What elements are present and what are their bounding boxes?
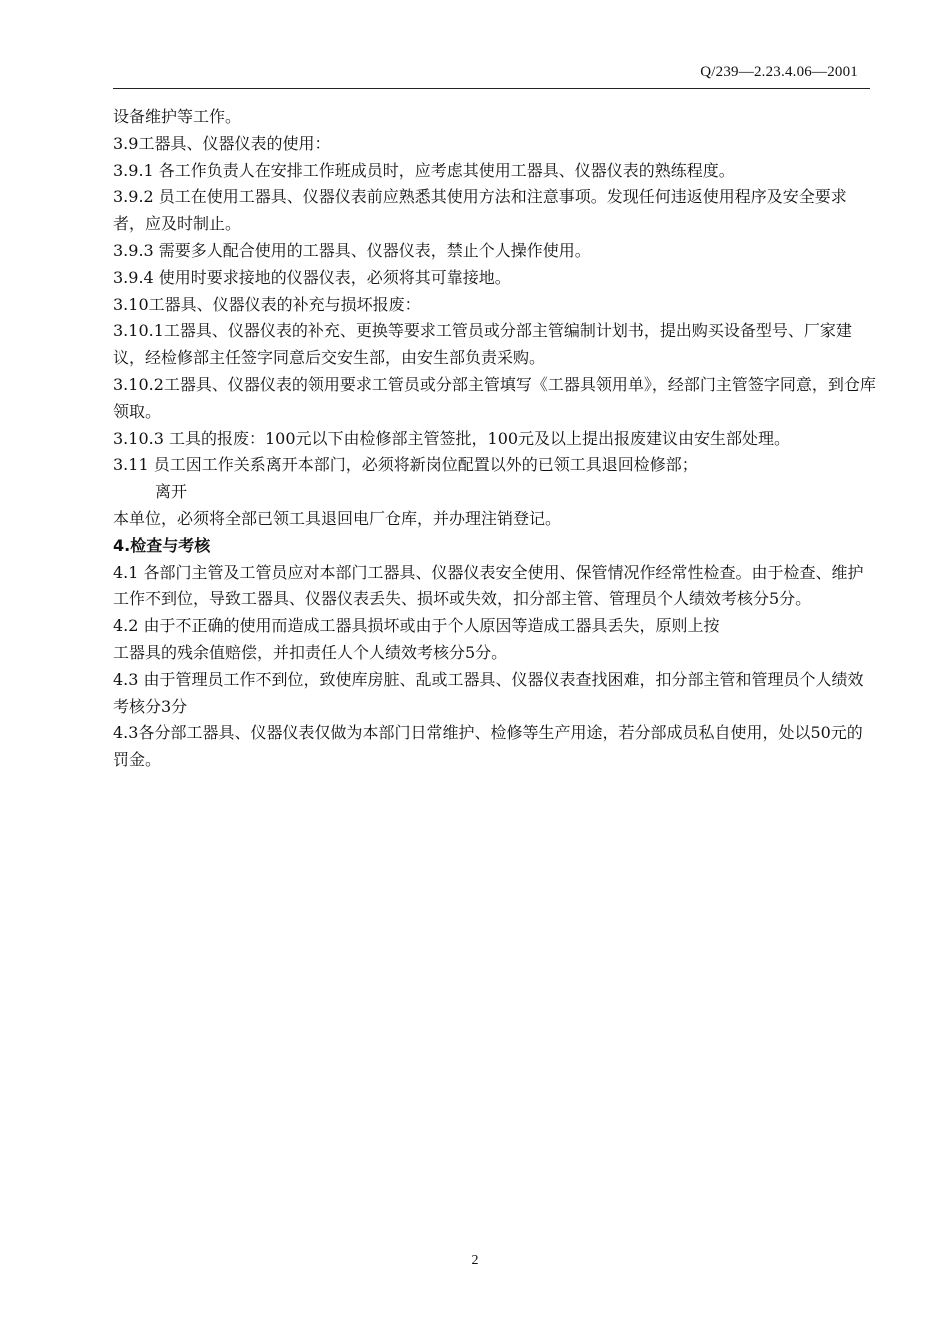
section-heading: 4.检查与考核	[113, 535, 211, 555]
paragraph: 工器具的残余值赔偿，并扣责任人个人绩效考核分5分。	[113, 642, 508, 662]
paragraph: 4.3 由于管理员工作不到位，致使库房脏、乱或工器具、仪器仪表查找困难，扣分部主管和管理员个人绩效考核分3分	[113, 669, 864, 716]
paragraph: 3.11 员工因工作关系离开本部门，必须将新岗位配置以外的已领工具退回检修部；	[113, 455, 698, 475]
paragraph: 4.3各分部工器具、仪器仪表仅做为本部门日常维护、检修等生产用途，若分部成员私自使用，处以50元的罚金。	[113, 723, 863, 770]
paragraph: 3.9.4 使用时要求接地的仪器仪表，必须将其可靠接地。	[113, 267, 511, 287]
section-heading: 3.10工器具、仪器仪表的补充与损坏报废：	[113, 294, 421, 314]
paragraph: 3.10.2工器具、仪器仪表的领用要求工管员或分部主管填写《工器具领用单》，经部门主管签字同意，到仓库领取。	[113, 374, 876, 421]
section-heading: 3.9工器具、仪器仪表的使用：	[113, 133, 331, 153]
document-code: Q/239—2.23.4.06—2001	[700, 64, 858, 80]
paragraph: 3.10.1工器具、仪器仪表的补充、更换等要求工管员或分部主管编制计划书，提出购买设备型号、厂家建议，经检修部主任签字同意后交安生部，由安生部负责采购。	[113, 321, 852, 368]
document-body	[113, 104, 878, 774]
paragraph: 4.1 各部门主管及工管员应对本部门工器具、仪器仪表安全使用、保管情况作经常性检查。由于检查、维护工作不到位，导致工器具、仪器仪表丢失、损坏或失效，扣分部主管、管理员个人绩效考核分5分。	[113, 562, 864, 609]
paragraph: 设备维护等工作。	[113, 107, 242, 126]
paragraph: 4.2 由于不正确的使用而造成工器具损坏或由于个人原因等造成工器具丢失，原则上按	[113, 616, 720, 636]
paragraph: 本单位，必须将全部已领工具退回电厂仓库，并办理注销登记。	[113, 508, 562, 528]
page-number: 2	[471, 1253, 479, 1268]
paragraph: 3.10.3 工具的报废：100元以下由检修部主管签批，100元及以上提出报废建议由安生部处理。	[113, 428, 791, 448]
paragraph: 3.9.3 需要多人配合使用的工器具、仪器仪表，禁止个人操作使用。	[113, 240, 591, 260]
paragraph: 3.9.2 员工在使用工器具、仪器仪表前应熟悉其使用方法和注意事项。发现任何违返使用程序及安全要求者，应及时制止。	[113, 187, 847, 234]
paragraph: 离开	[155, 482, 188, 502]
paragraph: 3.9.1 各工作负责人在安排工作班成员时，应考虑其使用工器具、仪器仪表的熟练程度。	[113, 160, 735, 180]
header-rule	[113, 88, 870, 89]
